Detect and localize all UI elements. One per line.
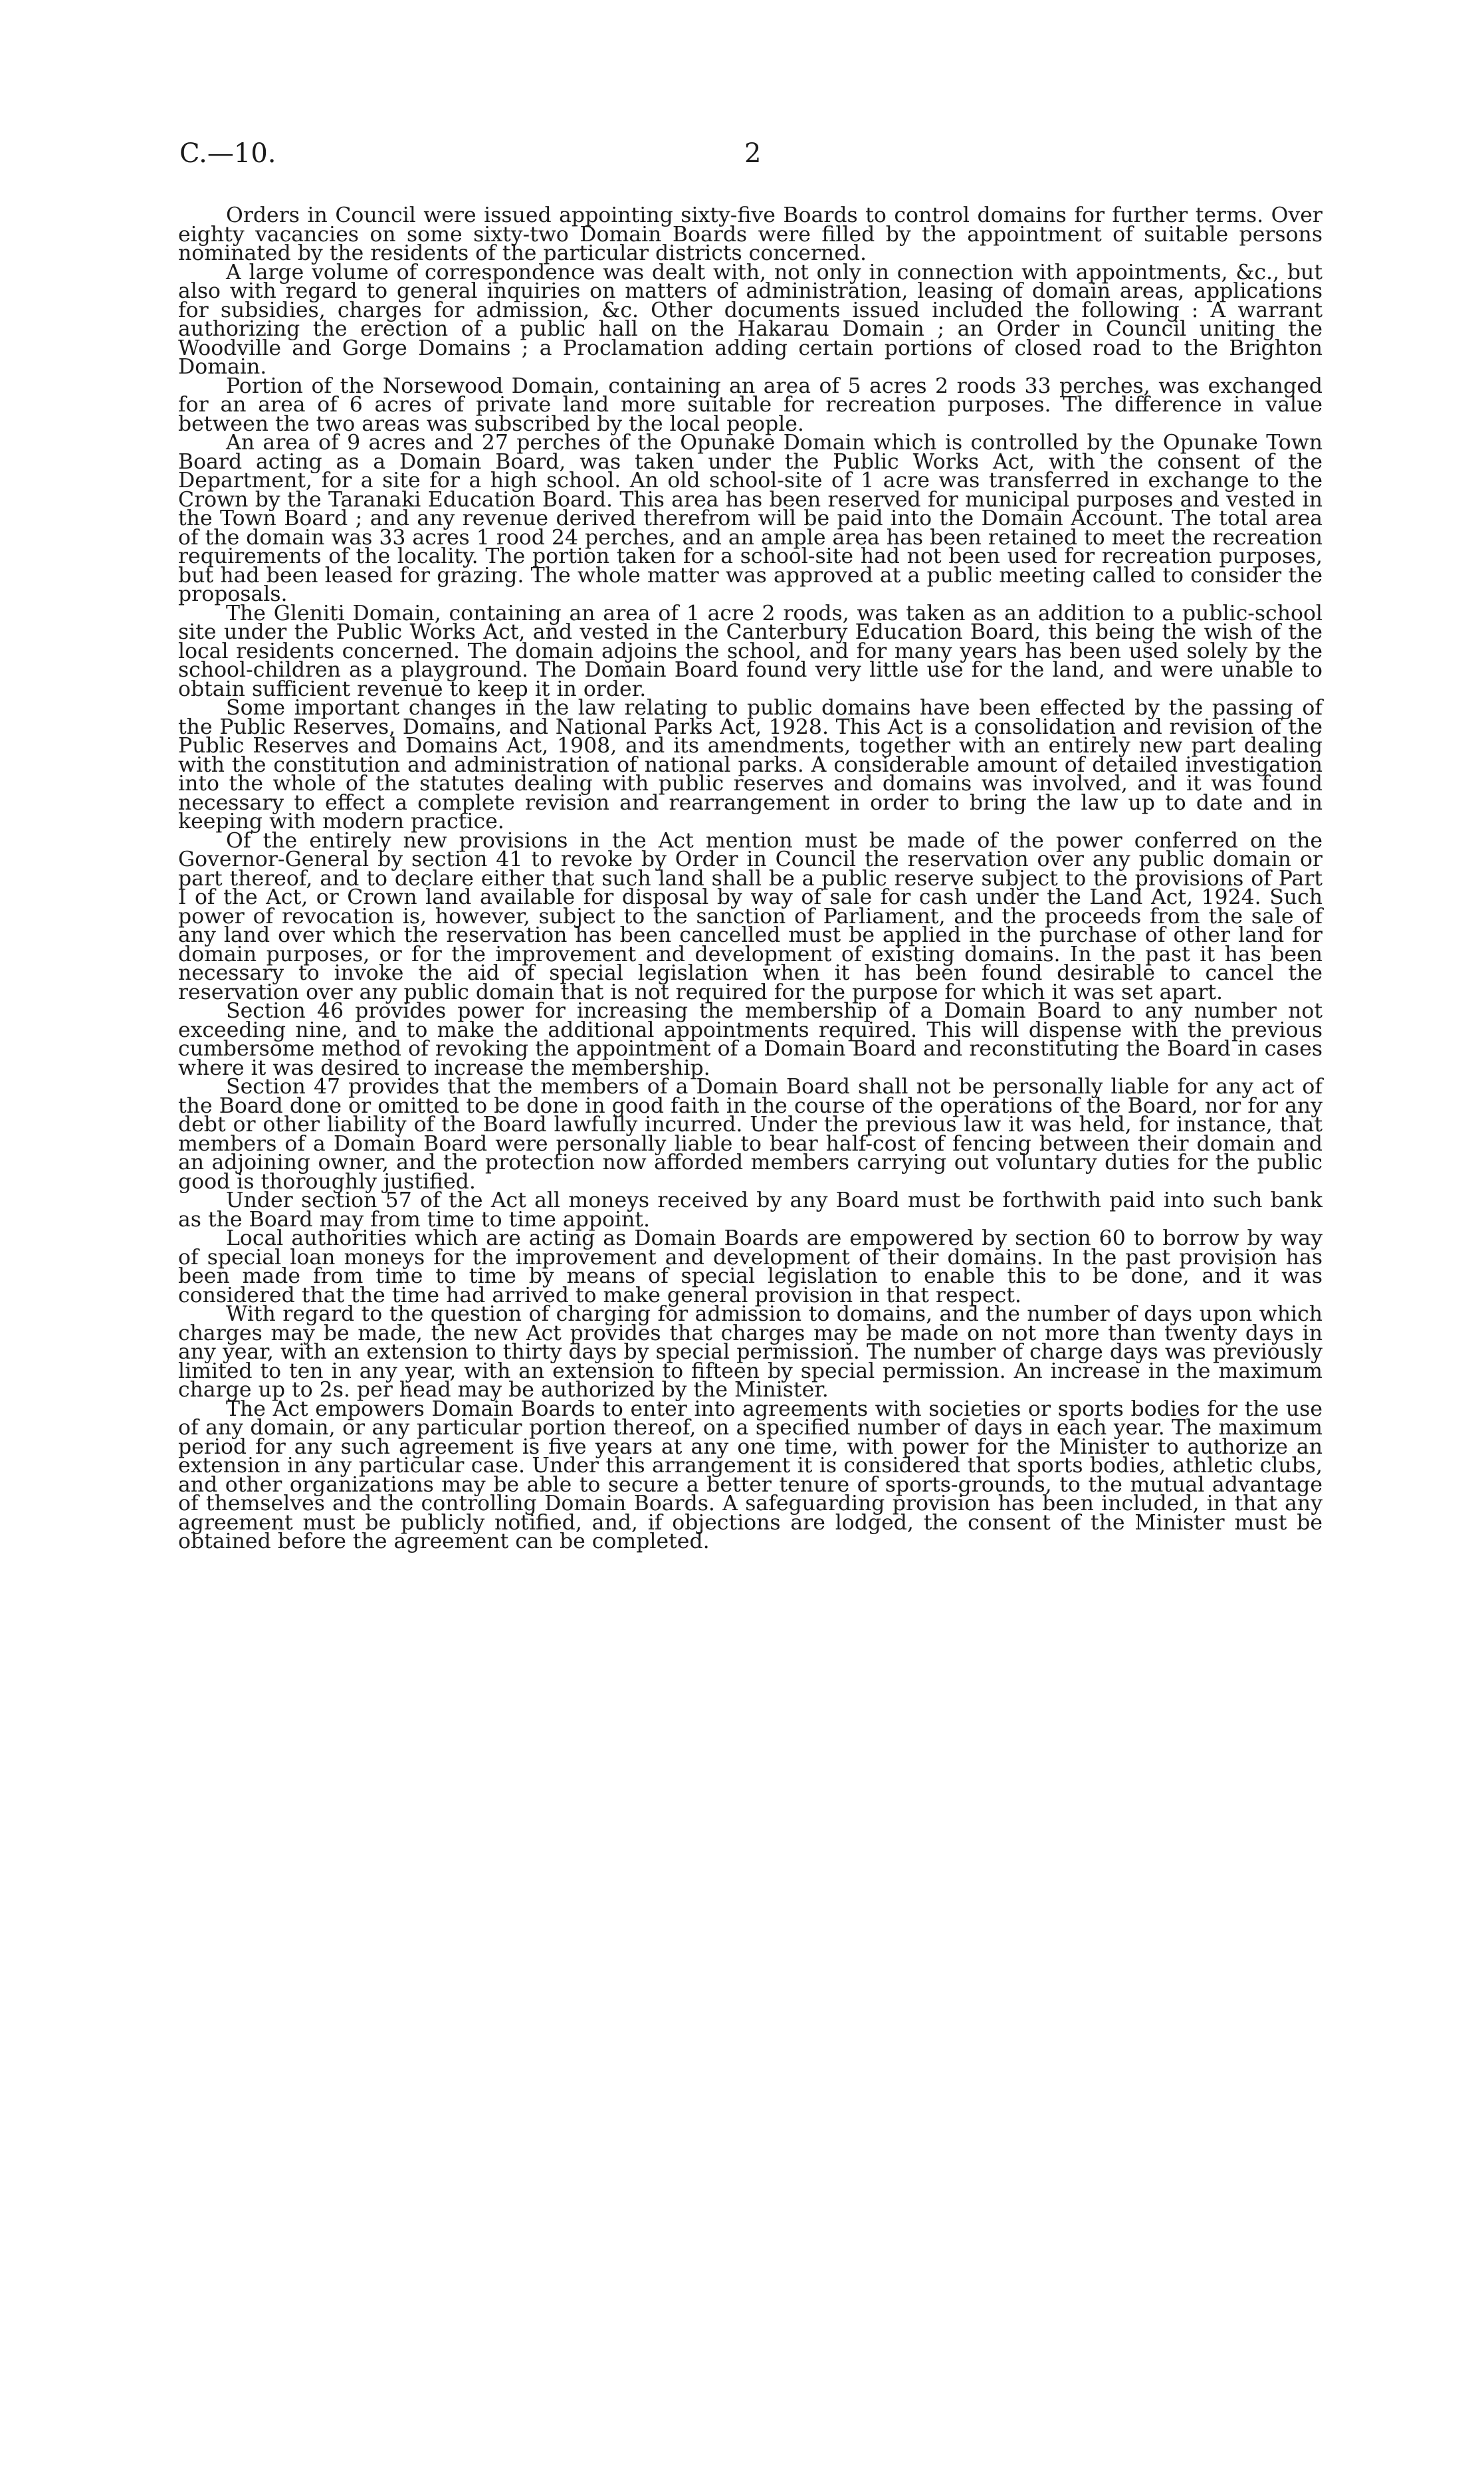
paragraph: Under section 57 of the Act all moneys received by any Board must be forthwith paid into such bank as the Board may from time to time appoint. [178, 1188, 1323, 1232]
document-reference: C.—10. [179, 138, 276, 169]
paragraph: The Gleniti Domain, containing an area of 1 acre 2 roods, was taken as an addition to a public-school site under the Public Works Act, and vested in the Canterbury Education Board, this being the wish of the local residents concerned. The domain adjoins the school, and for many years has been used solely by the school-children as a playground. The Domain Board found very little use for the land, and were unable to obtain sufficient revenue to keep it in order. [178, 601, 1323, 701]
paragraph: A large volume of correspondence was dealt with, not only in connection with appointments, &c., but also with regard to general inquiries on matters of administration, leasing of domain areas, applications for subsidies, charges for admission, &c. Other documents issued included the following : A warrant authorizing the erection of a public hall on the Hakarau Domain ; an Order in Council uniting the Woodville and Gorge Domains ; a Proclamation adding certain portions of closed road to the Brighton Domain. [178, 260, 1323, 379]
paragraph: The Act empowers Domain Boards to enter into agreements with societies or sports bodies for the use of any domain, or any particular portion thereof, on a specified number of days in each year. The maximum period for any such agreement is five years at any one time, with power for the Minister to authorize an extension in any particular case. Under this arrangement it is considered that sports bodies, athletic clubs, and other organizations may be able to secure a better tenure of sports-grounds, to the mutual advantage of themselves and the controlling Domain Boards. A safeguarding provision has been included, in that any agreement must be publicly notified, and, if objections are lodged, the consent of the Minister must be obtained before the agreement can be completed. [178, 1397, 1323, 1553]
paragraph: With regard to the question of charging for admission to domains, and the number of days upon which charges may be made, the new Act provides that charges may be made on not more than twenty days in any year, with an extension to thirty days by special permission. The number of charge days was previously limited to ten in any year, with an extension to fifteen by special permission. An increase in the maximum charge up to 2s. per head may be authorized by the Minister. [178, 1302, 1323, 1402]
paragraph: Some important changes in the law relating to public domains have been effected by the passing of the Public Reserves, Domains, and National Parks Act, 1928. This Act is a consolidation and revision of the Public Reserves and Domains Act, 1908, and its amendments, together with an entirely new part dealing with the constitution and administration of national parks. A considerable amount of detailed investigation into the whole of the statutes dealing with public reserves and domains was involved, and it was found necessary to effect a complete revision and rearrangement in order to bring the law up to date and in keeping with modern practice. [178, 696, 1323, 834]
paragraph: Portion of the Norsewood Domain, containing an area of 5 acres 2 roods 33 perches, was exchanged for an area of 6 acres of private land more suitable for recreation purposes. The difference in value between the two areas was subscribed by the local people. [178, 374, 1323, 436]
paragraph: An area of 9 acres and 27 perches of the Opunake Domain which is controlled by the Opunake Town Board acting as a Domain Board, was taken under the Public Works Act, with the consent of the Department, for a site for a high school. An old school-site of 1 acre was transferred in exchange to the Crown by the Taranaki Education Board. This area has been reserved for municipal purposes and vested in the Town Board ; and any revenue derived therefrom will be paid into the Domain Account. The total area of the domain was 33 acres 1 rood 24 perches, and an ample area has been retained to meet the recreation requirements of the locality. The portion taken for a school-site had not been used for recreation purposes, but had been leased for grazing. The whole matter was approved at a public meeting called to consider the proposals. [178, 431, 1323, 606]
body-text [178, 203, 1323, 1553]
paragraph: Section 47 provides that the members of a Domain Board shall not be personally liable for any act of the Board done or omitted to be done in good faith in the course of the operations of the Board, nor for any debt or other liability of the Board lawfully incurred. Under the previous law it was held, for instance, that members of a Domain Board were personally liable to bear half-cost of fencing between their domain and an adjoining owner, and the protection now afforded members carrying out voluntary duties for the public good is thoroughly justified. [178, 1075, 1323, 1194]
page-number: 2 [744, 138, 762, 169]
paragraph: Orders in Council were issued appointing sixty-five Boards to control domains for further terms. Over eighty vacancies on some sixty-two Domain Boards were filled by the appointment of suitable persons nominated by the residents of the particular districts concerned. [178, 203, 1323, 265]
paragraph: Of the entirely new provisions in the Act mention must be made of the power conferred on the Governor-General by section 41 to revoke by Order in Council the reservation over any public domain or part thereof, and to declare either that such land shall be a public reserve subject to the provisions of Part I of the Act, or Crown land available for disposal by way of sale for cash under the Land Act, 1924. Such power of revocation is, however, subject to the sanction of Parliament, and the proceeds from the sale of any land over which the reservation has been cancelled must be applied in the purchase of other land for domain purposes, or for the improvement and development of existing domains. In the past it has been necessary to invoke the aid of special legislation when it has been found desirable to cancel the reservation over any public domain that is not required for the purpose for which it was set apart. [178, 828, 1323, 1004]
paragraph: Local authorities which are acting as Domain Boards are empowered by section 60 to borrow by way of special loan moneys for the improvement and development of their domains. In the past provision has been made from time to time by means of special legislation to enable this to be done, and it was considered that the time had arrived to make general provision in that respect. [178, 1226, 1323, 1307]
page-header [179, 138, 1323, 178]
paragraph: Section 46 provides power for increasing the membership of a Domain Board to any number not exceeding nine, and to make the additional appointments required. This will dispense with the previous cumbersome method of revoking the appointment of a Domain Board and reconstituting the Board in cases where it was desired to increase the membership. [178, 999, 1323, 1080]
